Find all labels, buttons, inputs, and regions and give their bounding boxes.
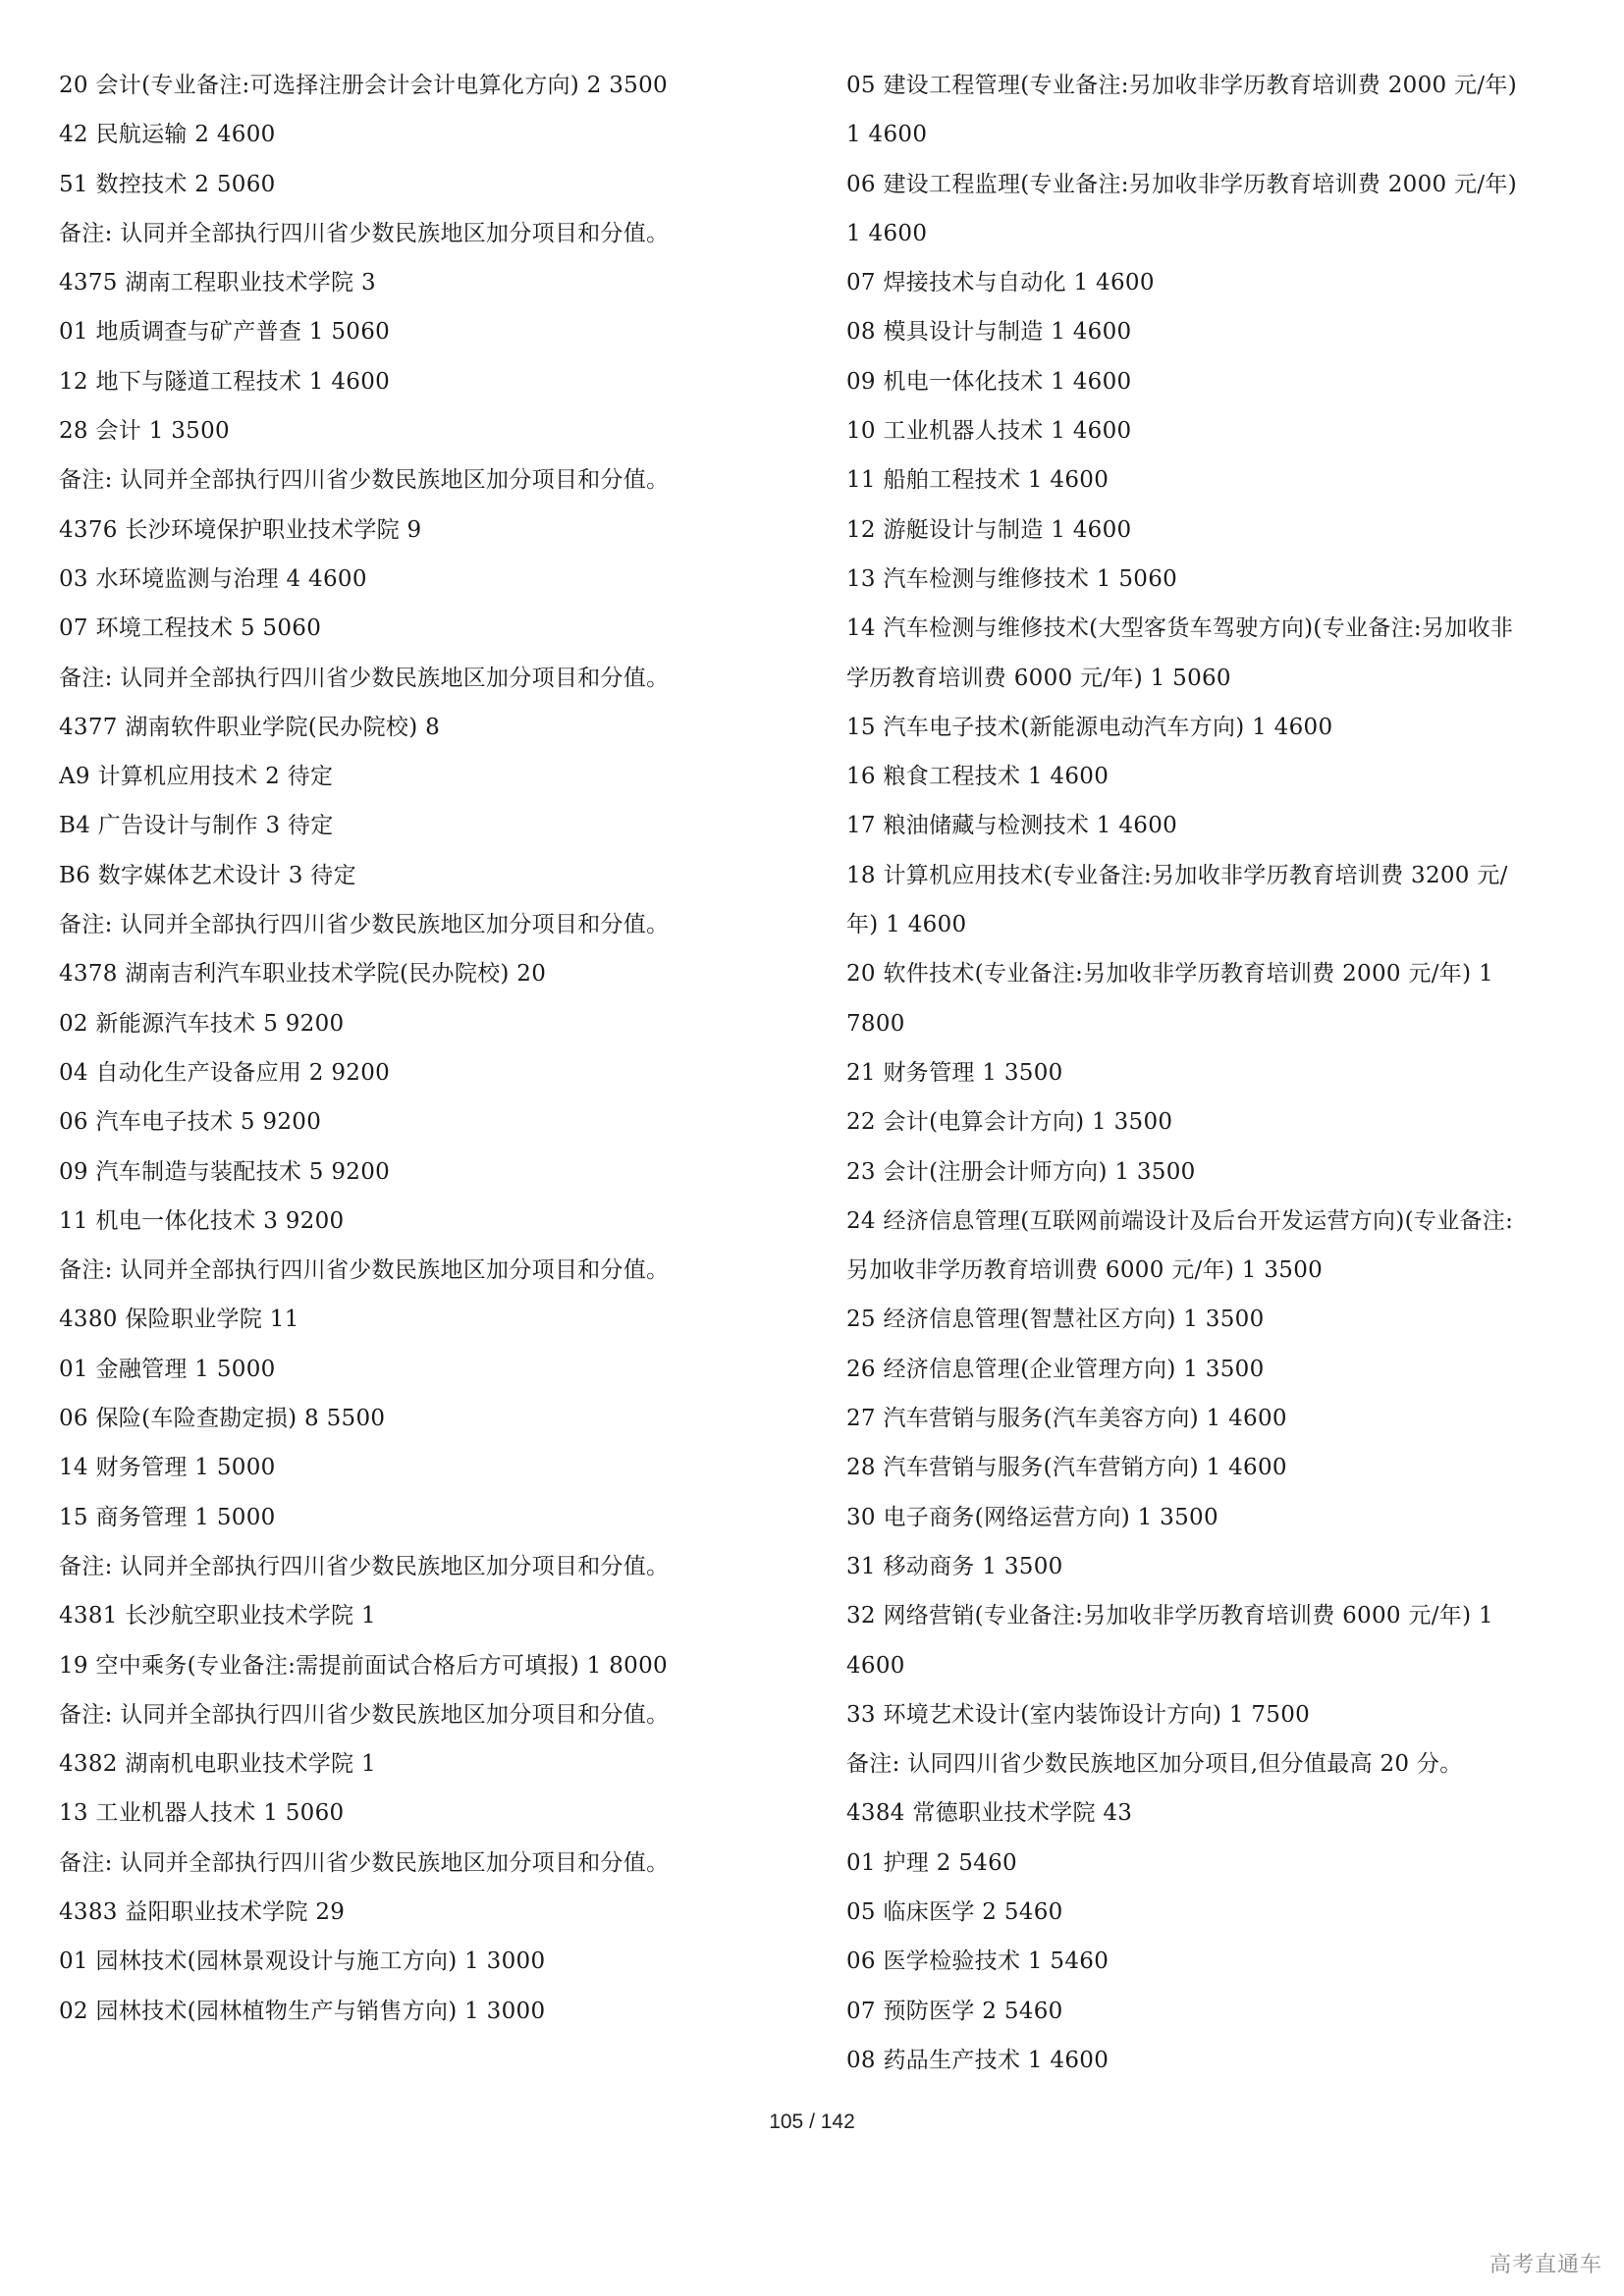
text-line: 4600 — [846, 1652, 905, 1679]
text-line: A9 计算机应用技术 2 待定 — [59, 764, 334, 790]
text-line: 16 粮食工程技术 1 4600 — [846, 764, 1110, 790]
text-line: 19 空中乘务(专业备注:需提前面试合格后方可填报) 1 8000 — [59, 1652, 668, 1679]
text-line: 14 财务管理 1 5000 — [59, 1455, 276, 1481]
watermark-text: 高考直通车 — [1489, 2253, 1602, 2277]
text-line: 01 园林技术(园林景观设计与施工方向) 1 3000 — [59, 1949, 546, 1975]
text-line: 1 4600 — [846, 220, 928, 246]
text-line: 15 汽车电子技术(新能源电动汽车方向) 1 4600 — [846, 714, 1333, 740]
text-line: 13 工业机器人技术 1 5060 — [59, 1800, 345, 1827]
text-line: 备注: 认同并全部执行四川省少数民族地区加分项目和分值。 — [59, 220, 670, 246]
text-line: 4376 长沙环境保护职业技术学院 9 — [59, 516, 422, 543]
text-line: 4383 益阳职业技术学院 29 — [59, 1898, 346, 1925]
text-line: 06 保险(车险查勘定损) 8 5500 — [59, 1406, 386, 1432]
text-line: 13 汽车检测与维修技术 1 5060 — [846, 565, 1178, 592]
text-line: 05 建设工程管理(专业备注:另加收非学历教育培训费 2000 元/年) — [846, 73, 1517, 98]
text-line: 08 模具设计与制造 1 4600 — [846, 319, 1132, 346]
text-line: 备注: 认同并全部执行四川省少数民族地区加分项目和分值。 — [59, 1553, 670, 1579]
text-line: 12 地下与隧道工程技术 1 4600 — [59, 368, 391, 395]
text-line: 06 汽车电子技术 5 9200 — [59, 1109, 322, 1136]
text-line: 14 汽车检测与维修技术(大型客货车驾驶方向)(专业备注:另加收非 — [846, 615, 1514, 642]
text-line: 10 工业机器人技术 1 4600 — [846, 418, 1132, 445]
text-line: 备注: 认同并全部执行四川省少数民族地区加分项目和分值。 — [59, 1701, 670, 1728]
left-column — [59, 61, 805, 2036]
text-line: 07 环境工程技术 5 5060 — [59, 615, 322, 642]
text-line: 4381 长沙航空职业技术学院 1 — [59, 1603, 376, 1629]
page-number: 105 / 142 — [769, 2110, 855, 2133]
text-line: 年) 1 4600 — [846, 912, 967, 938]
text-line: 17 粮油储藏与检测技术 1 4600 — [846, 813, 1178, 839]
text-line: 11 机电一体化技术 3 9200 — [59, 1207, 345, 1234]
text-line: 32 网络营销(专业备注:另加收非学历教育培训费 6000 元/年) 1 — [846, 1603, 1493, 1629]
text-line: 09 汽车制造与装配技术 5 9200 — [59, 1158, 391, 1185]
text-line: 23 会计(注册会计师方向) 1 3500 — [846, 1158, 1196, 1185]
text-line: 学历教育培训费 6000 元/年) 1 5060 — [846, 665, 1231, 691]
text-line: 08 药品生产技术 1 4600 — [846, 2047, 1110, 2073]
text-line: 4384 常德职业技术学院 43 — [846, 1800, 1133, 1827]
text-line: 4378 湖南吉利汽车职业技术学院(民办院校) 20 — [59, 961, 547, 988]
text-line: 26 经济信息管理(企业管理方向) 1 3500 — [846, 1356, 1265, 1382]
text-line: 02 新能源汽车技术 5 9200 — [59, 1010, 345, 1037]
text-line: 22 会计(电算会计方向) 1 3500 — [846, 1109, 1173, 1136]
text-line: 24 经济信息管理(互联网前端设计及后台开发运营方向)(专业备注: — [846, 1207, 1514, 1234]
text-line: 4375 湖南工程职业技术学院 3 — [59, 270, 376, 296]
text-line: 06 医学检验技术 1 5460 — [846, 1949, 1110, 1975]
text-line: 03 水环境监测与治理 4 4600 — [59, 565, 367, 592]
text-line: 42 民航运输 2 4600 — [59, 122, 276, 148]
text-line: 06 建设工程监理(专业备注:另加收非学历教育培训费 2000 元/年) — [846, 171, 1517, 197]
text-line: 28 汽车营销与服务(汽车营销方向) 1 4600 — [846, 1455, 1287, 1481]
text-line: 7800 — [846, 1010, 905, 1037]
text-line: 4380 保险职业学院 11 — [59, 1307, 299, 1333]
text-line: 15 商务管理 1 5000 — [59, 1504, 276, 1530]
text-line: 05 临床医学 2 5460 — [846, 1898, 1063, 1925]
text-line: 4377 湖南软件职业学院(民办院校) 8 — [59, 714, 441, 740]
text-line: 51 数控技术 2 5060 — [59, 171, 276, 197]
text-line: 备注: 认同并全部执行四川省少数民族地区加分项目和分值。 — [59, 467, 670, 494]
text-line: 28 会计 1 3500 — [59, 418, 230, 445]
text-line: 备注: 认同并全部执行四川省少数民族地区加分项目和分值。 — [59, 1849, 670, 1876]
text-line: 30 电子商务(网络运营方向) 1 3500 — [846, 1504, 1218, 1530]
text-line: 备注: 认同并全部执行四川省少数民族地区加分项目和分值。 — [59, 912, 670, 938]
text-line: 01 金融管理 1 5000 — [59, 1356, 276, 1382]
text-line: 11 船舶工程技术 1 4600 — [846, 467, 1110, 494]
text-line: 09 机电一体化技术 1 4600 — [846, 368, 1132, 395]
right-column — [846, 61, 1593, 2085]
text-line: 21 财务管理 1 3500 — [846, 1059, 1063, 1086]
text-line: 20 软件技术(专业备注:另加收非学历教育培训费 2000 元/年) 1 — [846, 961, 1493, 988]
text-line: 12 游艇设计与制造 1 4600 — [846, 516, 1132, 543]
text-line: 04 自动化生产设备应用 2 9200 — [59, 1059, 391, 1086]
text-line: 1 4600 — [846, 122, 928, 148]
text-line: 07 预防医学 2 5460 — [846, 1998, 1063, 2024]
text-line: 备注: 认同并全部执行四川省少数民族地区加分项目和分值。 — [59, 1257, 670, 1284]
text-line: 07 焊接技术与自动化 1 4600 — [846, 270, 1155, 296]
text-line: 备注: 认同并全部执行四川省少数民族地区加分项目和分值。 — [59, 665, 670, 691]
text-line: 33 环境艺术设计(室内装饰设计方向) 1 7500 — [846, 1701, 1311, 1728]
text-line: 25 经济信息管理(智慧社区方向) 1 3500 — [846, 1307, 1265, 1333]
text-line: B4 广告设计与制作 3 待定 — [59, 813, 334, 839]
text-line: 18 计算机应用技术(专业备注:另加收非学历教育培训费 3200 元/ — [846, 862, 1508, 888]
text-line: B6 数字媒体艺术设计 3 待定 — [59, 862, 356, 888]
text-line: 31 移动商务 1 3500 — [846, 1553, 1063, 1579]
text-line: 27 汽车营销与服务(汽车美容方向) 1 4600 — [846, 1406, 1287, 1432]
text-line: 01 地质调查与矿产普查 1 5060 — [59, 319, 391, 346]
text-line: 01 护理 2 5460 — [846, 1849, 1017, 1876]
text-line: 02 园林技术(园林植物生产与销售方向) 1 3000 — [59, 1998, 546, 2024]
text-line: 20 会计(专业备注:可选择注册会计会计电算化方向) 2 3500 — [59, 73, 668, 98]
text-line: 另加收非学历教育培训费 6000 元/年) 1 3500 — [846, 1257, 1324, 1284]
text-line: 4382 湖南机电职业技术学院 1 — [59, 1751, 376, 1778]
text-line: 备注: 认同四川省少数民族地区加分项目,但分值最高 20 分。 — [846, 1751, 1463, 1778]
